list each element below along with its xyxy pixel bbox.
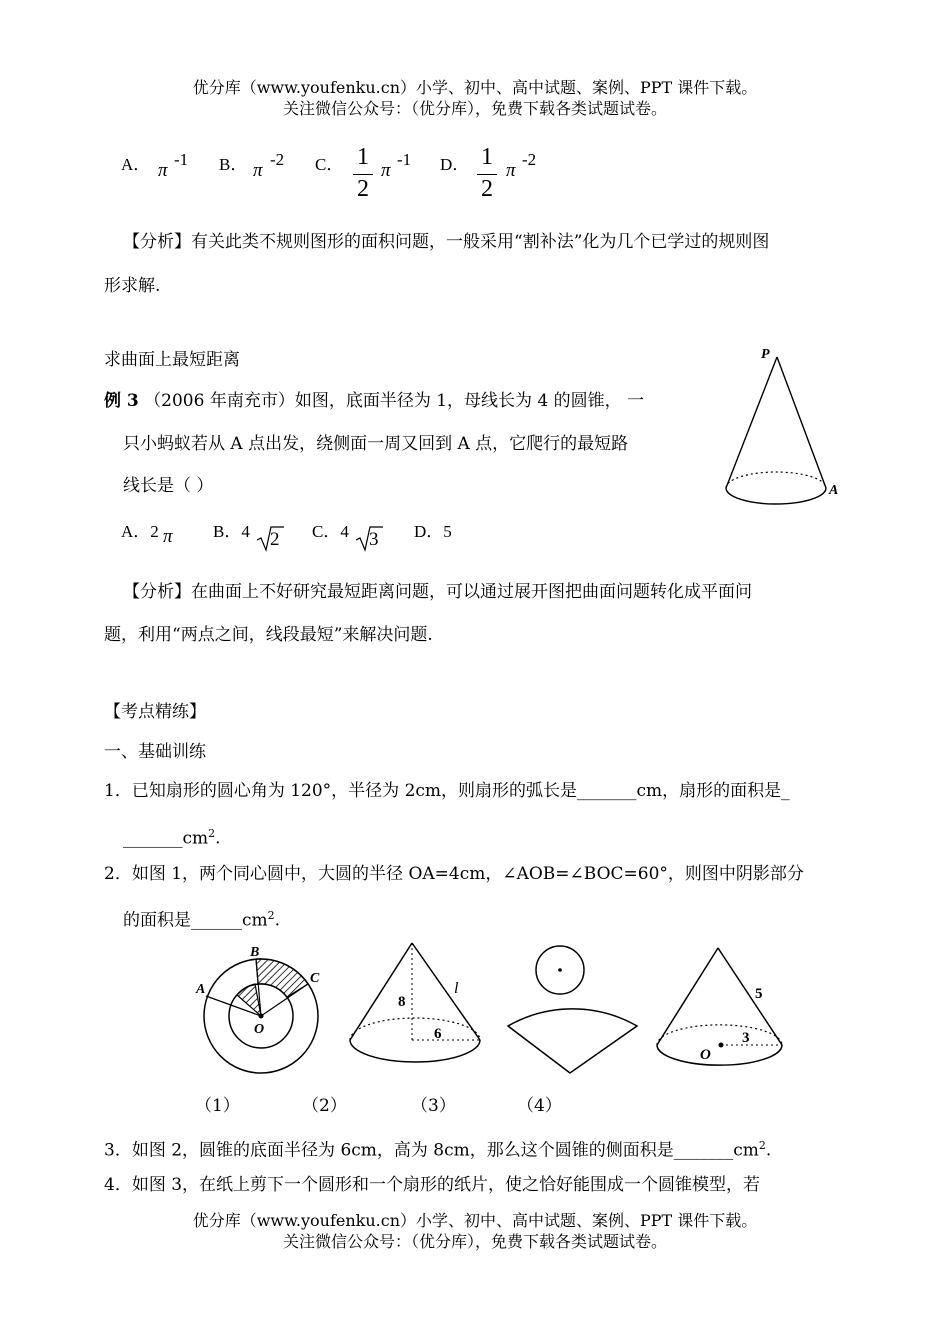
practice-q1-superscript: 2 bbox=[208, 827, 216, 840]
fig1-label-c: C bbox=[310, 971, 320, 986]
fig2-right-edge bbox=[412, 943, 480, 1040]
example3-option-a-pi: π bbox=[163, 526, 173, 547]
fig3-sector bbox=[508, 1009, 637, 1073]
example3-line1 bbox=[104, 389, 644, 413]
option-d-numerator: 1 bbox=[481, 144, 493, 170]
practice-q2-line2 bbox=[123, 904, 280, 933]
option-b-tail: -2 bbox=[270, 150, 285, 169]
cone-right-edge bbox=[777, 357, 826, 488]
analysis2-line1: 【分析】在曲面上不好研究最短距离问题，可以通过展开图把曲面问题转化成平面问 bbox=[123, 582, 752, 602]
option-c-fraction-bar bbox=[353, 174, 373, 175]
figure-3-circle-and-sector bbox=[508, 946, 637, 1073]
figure-2-cone bbox=[350, 943, 480, 1062]
example3-option-d: D．5 bbox=[414, 522, 452, 541]
fig4-caption: （4） bbox=[517, 1096, 562, 1116]
option-a-tail: -1 bbox=[174, 150, 189, 169]
option-b-label: B． bbox=[219, 155, 248, 174]
fig4-base-back bbox=[657, 1025, 782, 1045]
outer-shaded-ring-sector bbox=[256, 959, 308, 997]
figure-4-cone bbox=[657, 948, 782, 1065]
fig4-center bbox=[719, 1043, 724, 1048]
example3-option-c: C．4 bbox=[312, 522, 349, 541]
center-point-o bbox=[259, 1014, 264, 1019]
analysis2-line2: 题，利用“两点之间，线段最短”来解决问题. bbox=[104, 625, 433, 645]
fig2-base-front bbox=[350, 1040, 480, 1062]
cone-base-front bbox=[726, 488, 826, 504]
example3-cone-figure bbox=[715, 342, 855, 517]
practice-q1-line2-text: _______cm bbox=[123, 828, 209, 849]
example3-option-b: B．4 bbox=[213, 522, 250, 541]
page-footer-line2: 关注微信公众号：（优分库），免费下载各类试题试卷。 bbox=[282, 1232, 667, 1251]
example3-line3: 线长是（ ） bbox=[123, 476, 214, 496]
option-c-pi: π bbox=[381, 160, 391, 181]
practice-title: 【考点精练】 bbox=[104, 702, 206, 722]
section-title-shortest: 求曲面上最短距离 bbox=[104, 350, 240, 370]
fig4-label-o: O bbox=[700, 1047, 711, 1063]
practice-q3-superscript: 2 bbox=[758, 1139, 766, 1152]
practice-q3-end: . bbox=[765, 1140, 772, 1161]
cone-label-a: A bbox=[829, 483, 839, 498]
fig2-caption: （2） bbox=[302, 1096, 347, 1116]
option-d-tail: -2 bbox=[522, 150, 537, 169]
option-d-denominator: 2 bbox=[481, 176, 493, 202]
cone-left-edge bbox=[726, 357, 777, 488]
analysis1-line2: 形求解. bbox=[104, 276, 161, 296]
example3-option-a: A．2 bbox=[121, 522, 159, 541]
page-header-line1: 优分库（www.youfenku.cn）小学、初中、高中试题、案例、PPT 课件下载。 bbox=[192, 78, 758, 97]
option-c-tail: -1 bbox=[397, 150, 412, 169]
fig4-label-slant: 5 bbox=[755, 986, 763, 1002]
fig4-label-radius: 3 bbox=[742, 1030, 750, 1046]
fig1-label-a: A bbox=[196, 982, 206, 997]
cone-base-back bbox=[726, 472, 826, 488]
figure-1-concentric-circles bbox=[195, 945, 320, 1073]
cone-label-p: P bbox=[761, 347, 770, 362]
fig1-label-o: O bbox=[254, 1022, 265, 1037]
practice-q4-line1: 4．如图 3，在纸上剪下一个圆形和一个扇形的纸片，使之恰好能围成一个圆锥模型，若 bbox=[104, 1175, 761, 1195]
practice-q2-line2-text: 的面积是______cm bbox=[123, 910, 268, 931]
option-c-denominator: 2 bbox=[357, 176, 369, 202]
fig1-caption: （1） bbox=[195, 1096, 240, 1116]
practice-q1-line2 bbox=[123, 822, 221, 851]
page-footer-line1: 优分库（www.youfenku.cn）小学、初中、高中试题、案例、PPT 课件下载。 bbox=[192, 1211, 758, 1230]
fig2-label-slant: l bbox=[454, 980, 459, 997]
fig2-label-height: 8 bbox=[398, 994, 406, 1010]
practice-subtitle: 一、基础训练 bbox=[104, 742, 206, 762]
practice-q2-line1: 2．如图 1，两个同心圆中，大圆的半径 OA=4cm，∠AOB=∠BOC=60°，则图中阴影部分 bbox=[104, 864, 804, 884]
fig3-caption: （3） bbox=[411, 1096, 456, 1116]
fig4-base-front bbox=[657, 1045, 782, 1065]
option-d-fraction-bar bbox=[477, 174, 497, 175]
analysis1-line1: 【分析】有关此类不规则图形的面积问题，一般采用“割补法”化为几个已学过的规则图 bbox=[123, 232, 770, 252]
page-header-line2: 关注微信公众号：（优分库），免费下载各类试题试卷。 bbox=[282, 99, 667, 118]
example3-option-b-radicand: 2 bbox=[270, 529, 280, 550]
example3-label: 例 3 bbox=[104, 391, 139, 411]
practice-q3-text: 3．如图 2，圆锥的底面半径为 6cm，高为 8cm，那么这个圆锥的侧面积是_______cm bbox=[104, 1140, 759, 1161]
fig1-label-b: B bbox=[250, 945, 260, 960]
fig2-base-back bbox=[350, 1018, 480, 1040]
fig4-left-edge bbox=[657, 948, 718, 1045]
practice-q2-superscript: 2 bbox=[267, 909, 275, 922]
fig2-label-radius: 6 bbox=[434, 1026, 442, 1042]
example3-option-c-radicand: 3 bbox=[369, 529, 379, 550]
practice-q1-line1: 1．已知扇形的圆心角为 120°，半径为 2cm，则扇形的弧长是_______cm，扇形的面积是_ bbox=[104, 781, 790, 801]
figures-row bbox=[190, 938, 800, 1088]
fig3-circle-center bbox=[558, 968, 562, 972]
practice-q2-end: . bbox=[274, 910, 281, 931]
practice-q3 bbox=[104, 1134, 771, 1163]
example3-line2: 只小蚂蚁若从 A 点出发，绕侧面一周又回到 A 点，它爬行的最短路 bbox=[123, 434, 629, 454]
option-c-numerator: 1 bbox=[357, 144, 369, 170]
option-c-label: C． bbox=[315, 155, 344, 174]
fig4-right-edge bbox=[718, 948, 782, 1045]
option-d-label: D． bbox=[440, 155, 470, 174]
practice-q1-end: . bbox=[215, 828, 221, 849]
option-a-label: A． bbox=[121, 155, 151, 174]
option-a-pi: π bbox=[158, 160, 168, 181]
fig2-left-edge bbox=[350, 943, 412, 1040]
option-b-pi: π bbox=[253, 160, 263, 181]
example3-text1: （2006 年南充市）如图，底面半径为 1，母线长为 4 的圆锥， 一 bbox=[144, 391, 645, 411]
option-d-pi: π bbox=[506, 160, 516, 181]
